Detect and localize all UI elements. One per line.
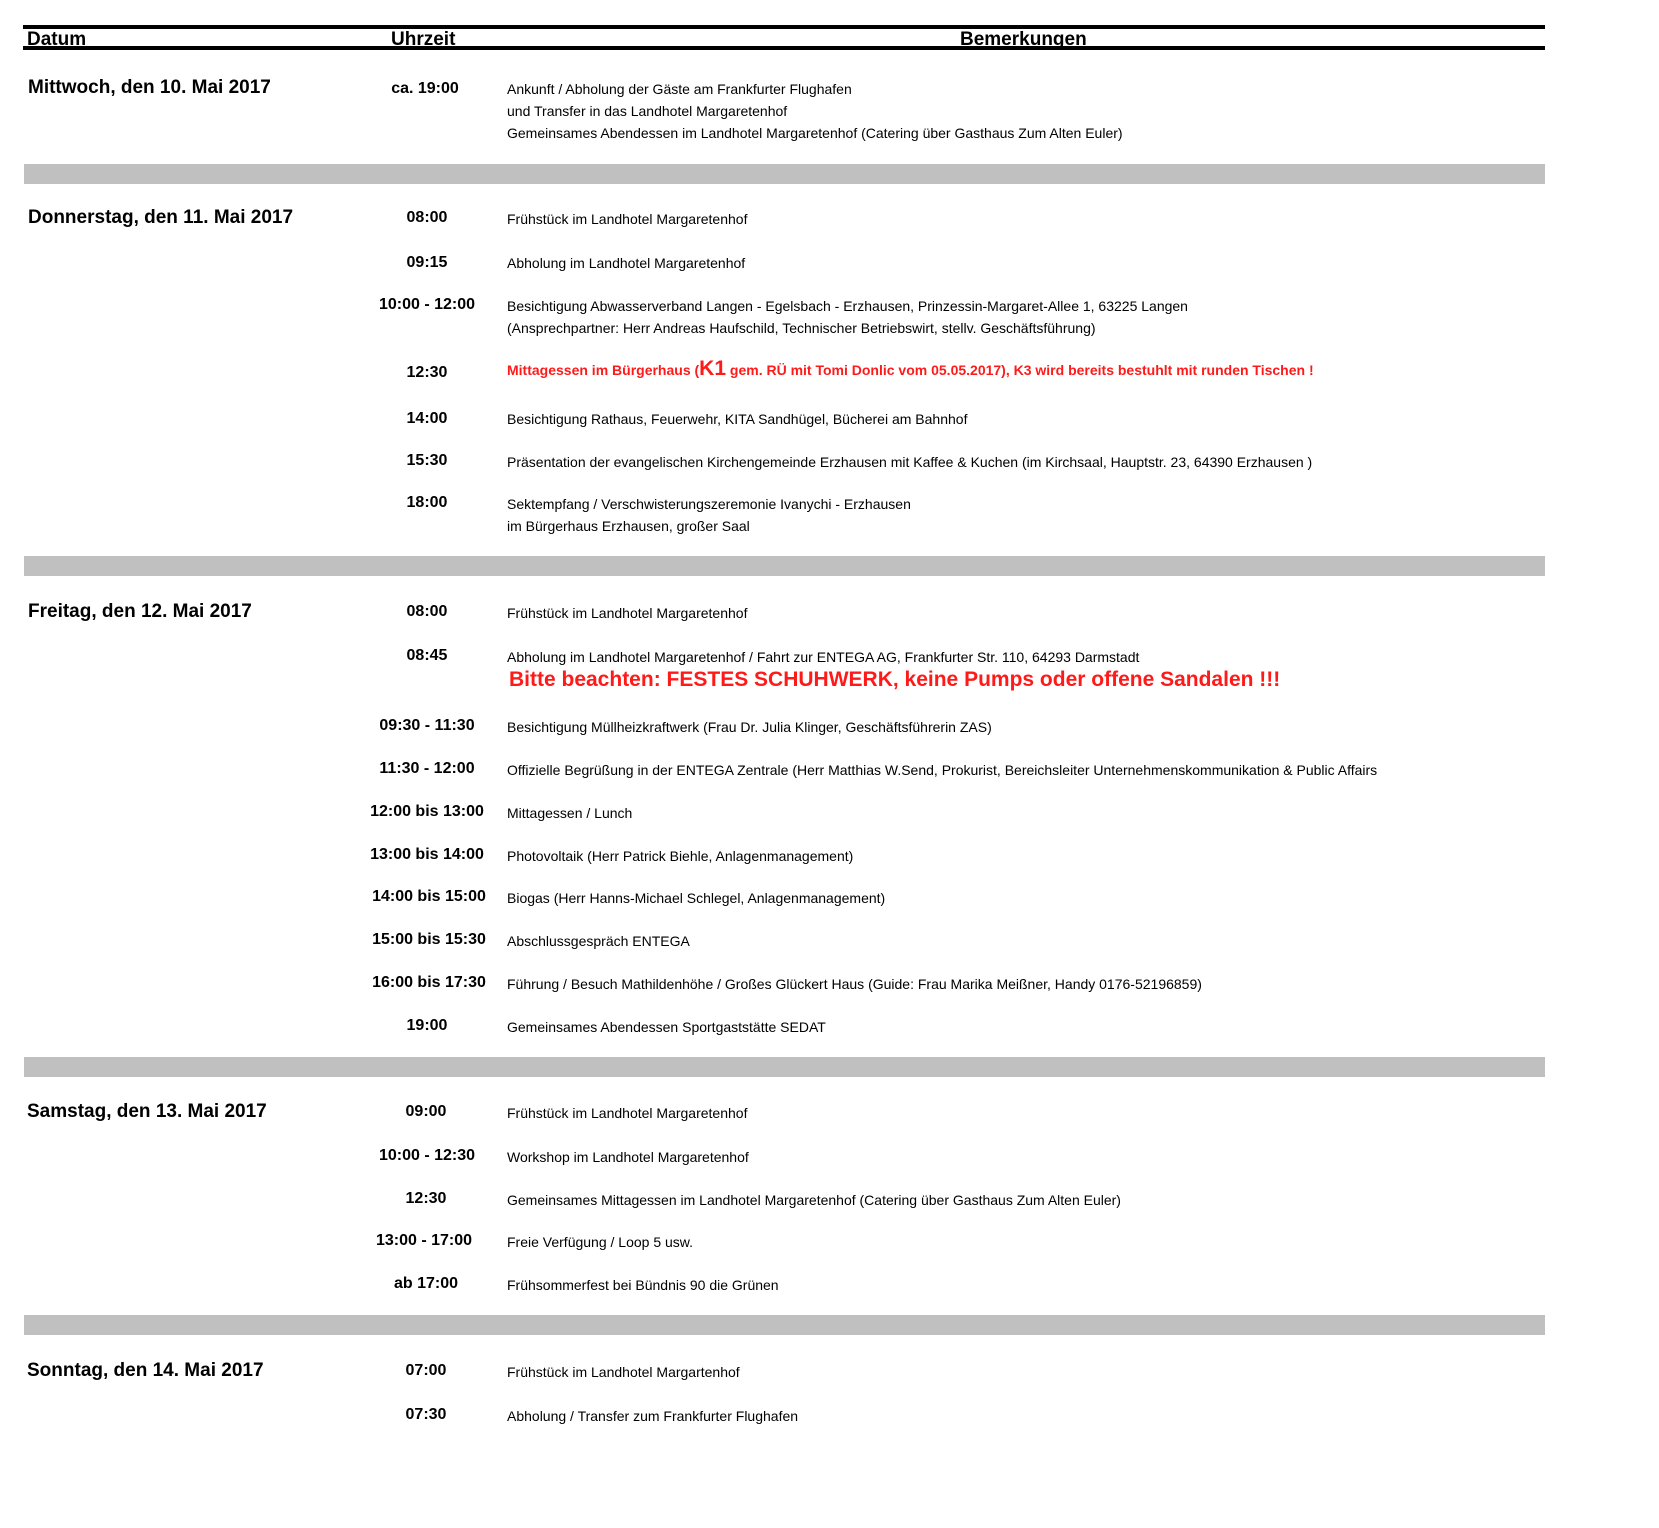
remark-cell xyxy=(507,252,745,274)
remark-cell xyxy=(507,408,967,430)
table-header xyxy=(23,25,1545,50)
remark-cell xyxy=(507,1189,1121,1211)
time-cell: 12:30 xyxy=(405,1190,447,1207)
time-cell: 14:00 xyxy=(406,410,448,427)
time-cell: 19:00 xyxy=(406,1017,448,1034)
time-cell: 08:45 xyxy=(406,647,448,664)
remark-line: Workshop im Landhotel Margaretenhof xyxy=(507,1149,749,1165)
remark-cell xyxy=(507,646,1139,668)
remark-cell xyxy=(507,78,1123,144)
day-label: Sonntag, den 14. Mai 2017 xyxy=(27,1360,264,1381)
remark-cell xyxy=(507,1146,749,1168)
remark-line: Präsentation der evangelischen Kirchengemeinde Erzhausen mit Kaffee & Kuchen (im Kirchsaal, Hauptstr. 23, 64390 Erzhausen ) xyxy=(507,454,1313,470)
remark-cell xyxy=(507,716,992,738)
time-cell: 15:00 bis 15:30 xyxy=(372,931,486,948)
remark-red-text: Mittagessen im Bürgerhaus ( xyxy=(507,362,700,378)
time-cell: 13:00 bis 14:00 xyxy=(370,846,484,863)
remark-line: Mittagessen / Lunch xyxy=(507,805,633,821)
remark-line: Biogas (Herr Hanns-Michael Schlegel, Anlagenmanagement) xyxy=(507,890,886,906)
remark-cell xyxy=(507,1274,779,1296)
time-cell: 18:00 xyxy=(406,494,448,511)
time-cell: 15:30 xyxy=(406,452,448,469)
time-cell: 08:00 xyxy=(406,603,448,620)
remark-red-big-text: K1 xyxy=(699,357,727,380)
time-cell: 07:30 xyxy=(405,1406,447,1423)
remark-line: Frühstück im Landhotel Margartenhof xyxy=(507,1364,740,1380)
remark-line: Abholung / Transfer zum Frankfurter Flughafen xyxy=(507,1408,799,1424)
remark-line: Sektempfang / Verschwisterungszeremonie Ivanychi - Erzhausen xyxy=(507,496,911,512)
remark-line: Frühsommerfest bei Bündnis 90 die Grünen xyxy=(507,1277,779,1293)
remark-cell xyxy=(507,1102,747,1124)
remark-line: Ankunft / Abholung der Gäste am Frankfurter Flughafen xyxy=(507,81,852,97)
remark-cell xyxy=(507,845,853,867)
day-separator xyxy=(24,556,1545,576)
remark-line: und Transfer in das Landhotel Margaretenhof xyxy=(507,103,788,119)
remark-line: (Ansprechpartner: Herr Andreas Haufschild, Technischer Betriebswirt, stellv. Geschäftsführung) xyxy=(507,320,1096,336)
remark-cell xyxy=(507,295,1188,339)
remark-cell xyxy=(507,1231,693,1253)
remark-line: Besichtigung Abwasserverband Langen - Egelsbach - Erzhausen, Prinzessin-Margaret-Allee 1, 63225 Langen xyxy=(507,298,1188,314)
remark-line: im Bürgerhaus Erzhausen, großer Saal xyxy=(507,518,750,534)
time-cell: ab 17:00 xyxy=(393,1275,459,1292)
remark-cell-highlight xyxy=(507,358,1314,381)
column-header-datum: Datum xyxy=(27,29,87,50)
time-cell: 16:00 bis 17:30 xyxy=(372,974,486,991)
time-cell: 09:15 xyxy=(406,254,448,271)
day-separator xyxy=(24,1315,1545,1335)
remark-line: Abschlussgespräch ENTEGA xyxy=(507,933,690,949)
remark-cell xyxy=(507,930,690,952)
day-label: Donnerstag, den 11. Mai 2017 xyxy=(28,207,294,228)
remark-cell xyxy=(507,887,885,909)
time-cell: 13:00 - 17:00 xyxy=(375,1232,473,1249)
remark-line: Frühstück im Landhotel Margaretenhof xyxy=(507,605,748,621)
column-header-uhrzeit: Uhrzeit xyxy=(391,29,456,50)
time-cell: 07:00 xyxy=(405,1362,447,1379)
time-cell: 12:00 bis 13:00 xyxy=(370,803,484,820)
remark-line: Offizielle Begrüßung in der ENTEGA Zentrale (Herr Matthias W.Send, Prokurist, Bereichsleiter Unternehmenskommunikation & Public Affairs xyxy=(507,762,1378,778)
remark-line: Freie Verfügung / Loop 5 usw. xyxy=(507,1234,694,1250)
time-cell: 14:00 bis 15:00 xyxy=(372,888,486,905)
remark-cell xyxy=(507,1016,826,1038)
time-cell: 09:00 xyxy=(405,1103,447,1120)
remark-red-text: gem. RÜ mit Tomi Donlic vom 05.05.2017), K3 wird bereits bestuhlt mit runden Tischen ! xyxy=(726,362,1314,378)
remark-cell xyxy=(507,759,1377,781)
time-cell: 12:30 xyxy=(406,364,448,381)
remark-line: Gemeinsames Mittagessen im Landhotel Margaretenhof (Catering über Gasthaus Zum Alten Euler) xyxy=(507,1192,1121,1208)
remark-cell xyxy=(507,451,1312,473)
time-cell: 11:30 - 12:00 xyxy=(379,760,475,777)
time-cell: 09:30 - 11:30 xyxy=(379,717,475,734)
time-cell: 10:00 - 12:30 xyxy=(378,1147,476,1164)
time-cell: 10:00 - 12:00 xyxy=(378,296,476,313)
remark-line: Führung / Besuch Mathildenhöhe / Großes Glückert Haus (Guide: Frau Marika Meißner, Handy 0176-52196859) xyxy=(507,976,1202,992)
remark-line: Gemeinsames Abendessen im Landhotel Margaretenhof (Catering über Gasthaus Zum Alten Euler) xyxy=(507,125,1123,141)
remark-line: Frühstück im Landhotel Margaretenhof xyxy=(507,211,748,227)
day-label: Samstag, den 13. Mai 2017 xyxy=(27,1101,267,1122)
day-separator xyxy=(24,1057,1545,1077)
remark-cell xyxy=(507,1361,740,1383)
column-header-bemerkungen: Bemerkungen xyxy=(960,29,1087,50)
remark-cell xyxy=(507,208,747,230)
day-label: Mittwoch, den 10. Mai 2017 xyxy=(28,77,271,98)
remark-cell xyxy=(507,973,1202,995)
remark-line: Abholung im Landhotel Margaretenhof / Fahrt zur ENTEGA AG, Frankfurter Str. 110, 64293 Darmstadt xyxy=(507,649,1140,665)
day-label: Freitag, den 12. Mai 2017 xyxy=(28,601,252,622)
remark-line: Photovoltaik (Herr Patrick Biehle, Anlagenmanagement) xyxy=(507,848,854,864)
remark-cell xyxy=(507,493,911,537)
remark-line: Besichtigung Rathaus, Feuerwehr, KITA Sandhügel, Bücherei am Bahnhof xyxy=(507,411,968,427)
time-cell: ca. 19:00 xyxy=(391,80,459,97)
remark-cell xyxy=(507,1405,798,1427)
warning-text: Bitte beachten: FESTES SCHUHWERK, keine Pumps oder offene Sandalen !!! xyxy=(509,668,1281,691)
remark-line: Gemeinsames Abendessen Sportgaststätte SEDAT xyxy=(507,1019,826,1035)
remark-cell xyxy=(507,802,632,824)
remark-cell xyxy=(507,602,747,624)
remark-line: Besichtigung Müllheizkraftwerk (Frau Dr. Julia Klinger, Geschäftsführerin ZAS) xyxy=(507,719,992,735)
day-separator xyxy=(24,164,1545,184)
remark-line: Abholung im Landhotel Margaretenhof xyxy=(507,255,746,271)
time-cell: 08:00 xyxy=(406,209,448,226)
remark-line: Frühstück im Landhotel Margaretenhof xyxy=(507,1105,748,1121)
